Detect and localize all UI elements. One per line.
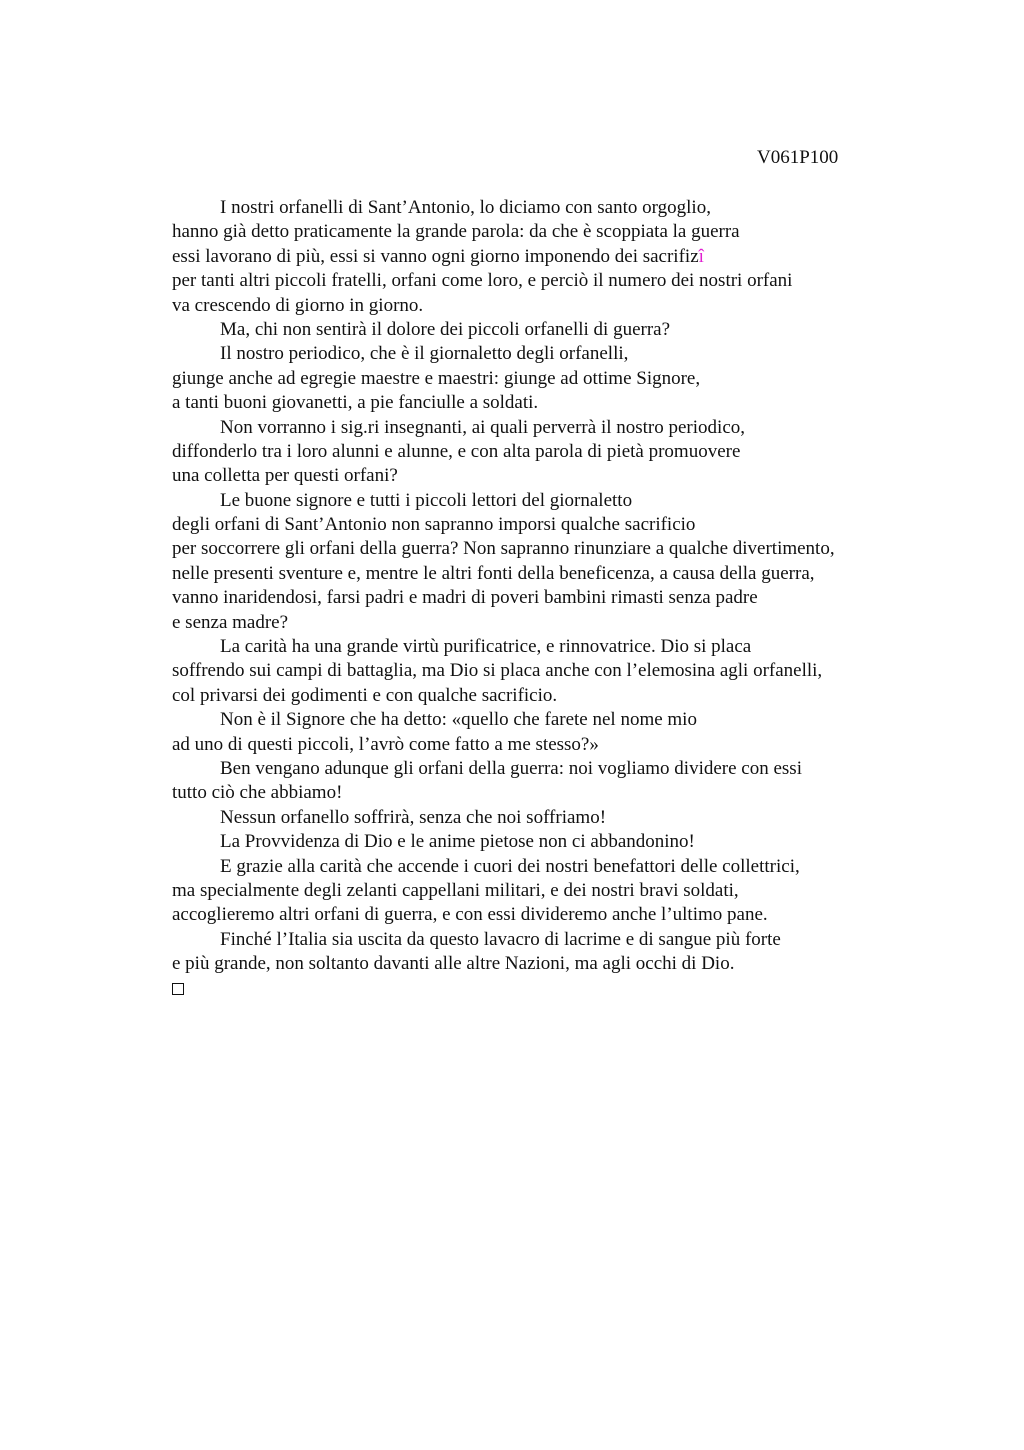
line-text: Non vorranno i sig.ri insegnanti, ai quali perverrà il nostro periodico,: [220, 416, 746, 438]
line-text: a tanti buoni giovanetti, a pie fanciulle a soldati.: [172, 392, 539, 414]
text-line: [172, 562, 912, 586]
text-line: [172, 855, 912, 879]
line-text: e senza madre?: [172, 611, 289, 633]
line-text: col privarsi dei godimenti e con qualche sacrificio.: [172, 684, 558, 706]
line-text: e più grande, non soltanto davanti alle altre Nazioni, ma agli occhi di Dio.: [172, 953, 735, 975]
line-text: Non è il Signore che ha detto: «quello che farete nel nome mio: [220, 709, 697, 731]
line-text: hanno già detto praticamente la grande parola: da che è scoppiata la guerra: [172, 221, 740, 243]
text-line: [172, 611, 912, 635]
text-line: [172, 928, 912, 952]
text-line: [172, 367, 912, 391]
empty-square-icon: [172, 983, 184, 995]
text-line: [172, 659, 912, 683]
line-text: ad uno di questi piccoli, l’avrò come fatto a me stesso?»: [172, 733, 599, 755]
text-line: [172, 342, 912, 366]
text-line: [172, 781, 912, 805]
text-line: [172, 635, 912, 659]
text-line: [172, 318, 912, 342]
text-line: [172, 440, 912, 464]
text-line: [172, 952, 912, 976]
text-line: [172, 416, 912, 440]
line-text: accoglieremo altri orfani di guerra, e con essi divideremo anche l’ultimo pane.: [172, 904, 768, 926]
text-line: [172, 220, 912, 244]
highlighted-character: î: [698, 245, 704, 267]
text-line: [172, 586, 912, 610]
line-text: diffonderlo tra i loro alunni e alunne, e con alta parola di pietà promuovere: [172, 440, 741, 462]
text-line: [172, 391, 912, 415]
line-text: Ben vengano adunque gli orfani della guerra: noi vogliamo dividere con essi: [220, 757, 802, 779]
line-text: nelle presenti sventure e, mentre le altri fonti della beneficenza, a causa della guerra,: [172, 562, 815, 584]
line-text: Ma, chi non sentirà il dolore dei piccoli orfanelli di guerra?: [220, 318, 671, 340]
line-text: soffrendo sui campi di battaglia, ma Dio si placa anche con l’elemosina agli orfanelli,: [172, 660, 823, 682]
line-text: Le buone signore e tutti i piccoli lettori del giornaletto: [220, 489, 633, 511]
text-line: [172, 830, 912, 854]
text-line: [172, 757, 912, 781]
text-line: [172, 708, 912, 732]
text-line: [172, 733, 912, 757]
line-text: per soccorrere gli orfani della guerra? Non sapranno rinunziare a qualche divertimento,: [172, 538, 835, 560]
line-text: una colletta per questi orfani?: [172, 465, 398, 487]
line-text: va crescendo di giorno in giorno.: [172, 294, 424, 316]
line-text: giunge anche ad egregie maestre e maestri: giunge ad ottime Signore,: [172, 367, 701, 389]
line-text: per tanti altri piccoli fratelli, orfani come loro, e perciò il numero dei nostri orfani: [172, 270, 793, 292]
line-text: tutto ciò che abbiamo!: [172, 782, 343, 804]
text-line: [172, 537, 912, 561]
line-text: vanno inaridendosi, farsi padri e madri di poveri bambini rimasti senza padre: [172, 587, 758, 609]
text-line: [172, 489, 912, 513]
text-line: [172, 879, 912, 903]
line-text: ma specialmente degli zelanti cappellani militari, e dei nostri bravi soldati,: [172, 879, 739, 901]
text-line: [172, 196, 912, 220]
line-text: La carità ha una grande virtù purificatrice, e rinnovatrice. Dio si placa: [220, 636, 752, 658]
text-line: [172, 903, 912, 927]
text-line: [172, 269, 912, 293]
line-text: Finché l’Italia sia uscita da questo lavacro di lacrime e di sangue più forte: [220, 928, 781, 950]
end-marker-line: [172, 977, 912, 1001]
document-body: [172, 196, 912, 1001]
line-text: Il nostro periodico, che è il giornaletto degli orfanelli,: [220, 343, 629, 365]
line-text: La Provvidenza di Dio e le anime pietose non ci abbandonino!: [220, 831, 695, 853]
line-text: Nessun orfanello soffrirà, senza che noi soffriamo!: [220, 806, 607, 828]
text-line: [172, 294, 912, 318]
line-text: I nostri orfanelli di Sant’Antonio, lo diciamo con santo orgoglio,: [220, 197, 711, 218]
text-line: [172, 806, 912, 830]
page-identifier: V061P100: [757, 147, 839, 168]
text-line: [172, 513, 912, 537]
line-text: E grazie alla carità che accende i cuori dei nostri benefattori delle collettrici,: [220, 855, 800, 877]
text-line: [172, 464, 912, 488]
text-line: [172, 684, 912, 708]
line-text: essi lavorano di più, essi si vanno ogni giorno imponendo dei sacrifiz: [172, 245, 699, 267]
line-text: degli orfani di Sant’Antonio non sapranno imporsi qualche sacrificio: [172, 514, 696, 536]
text-line: [172, 245, 912, 269]
